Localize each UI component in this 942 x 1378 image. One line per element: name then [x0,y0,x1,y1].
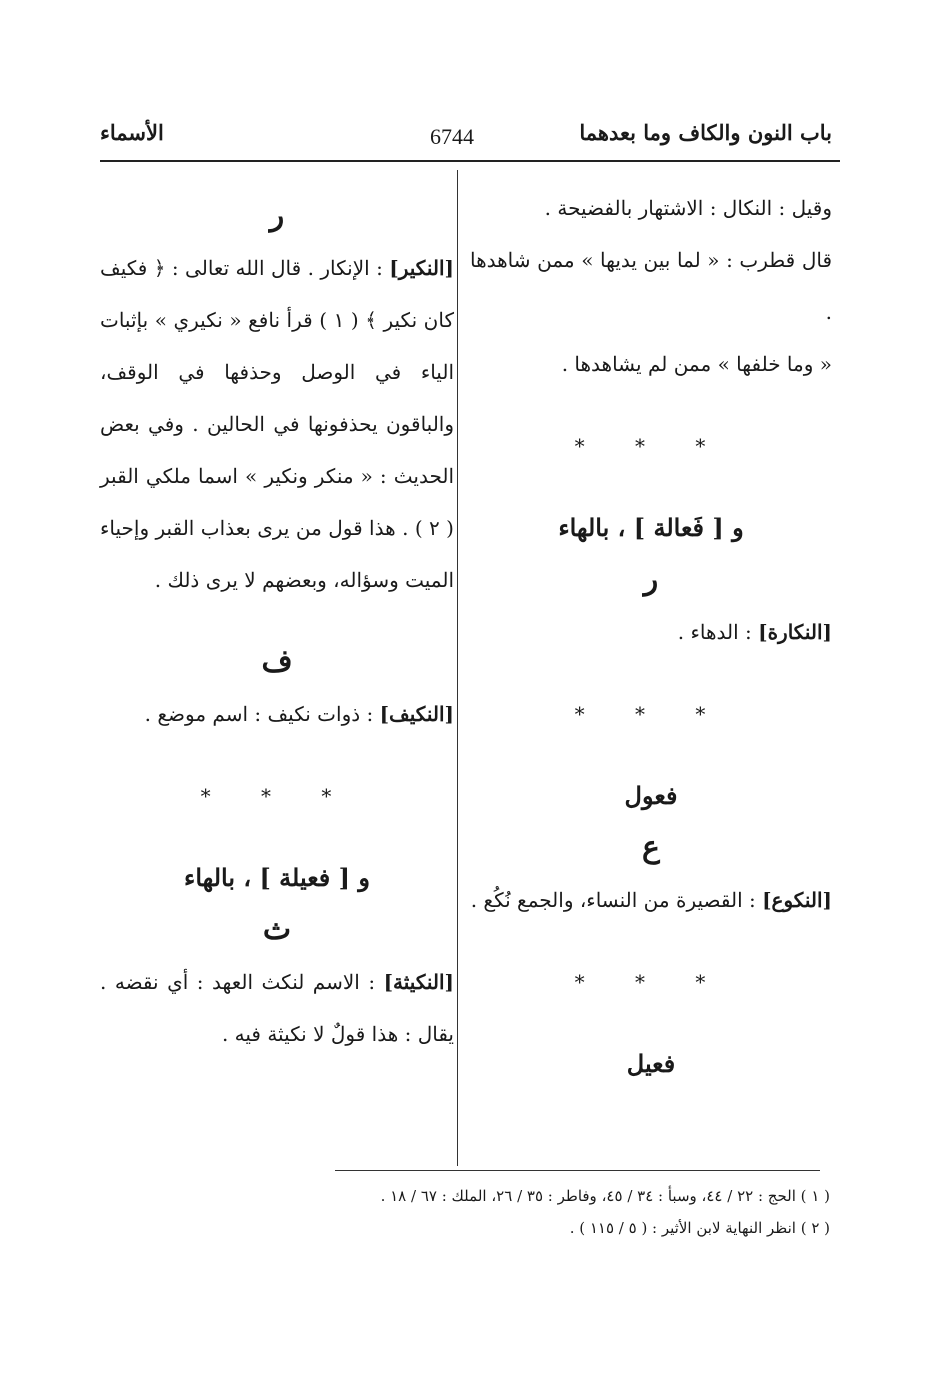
letter-heading: ث [262,912,292,947]
footnote: ( ١ ) الحج : ٢٢ / ٤٤، وسبأ : ٣٤ / ٤٥، وفاطر : ٣٥ / ٢٦، الملك : ٦٧ / ١٨ . [380,1187,830,1205]
section-heading [100,852,454,904]
letter-heading: ر [643,562,659,597]
section-heading: فعول [624,781,678,810]
footnote: ( ٢ ) انظر النهاية لابن الأثير : ( ٥ / ١١٥ ) . [569,1219,830,1237]
entry-term: [النكيثة] [383,970,455,994]
entry-definition: : الإنكار . قال الله تعالى : ﴿ فكيف كان نكير ﴾ ( ١ ) قرأ نافع « نكيري » بإثبات الياء في الوصل وحذفها في الوقف، والباقون يحذفونها في الحالين . وفي بعض الحديث : « منكر ونكير » اسما ملكي القبر ( ٢ ) . هذا قول من يرى بعذاب القبر وإحياء الميت وسؤاله، وبعضهم لا يرى ذلك . [100,256,454,592]
heading-suffix: ] ، بالهاء [558,513,646,542]
entry-definition: : القصيرة من النساء، والجمع نُكُع . [470,888,756,912]
entry-term: [النكير] [389,256,454,280]
section-separator: * * * [200,784,354,808]
header-rule [100,160,840,162]
letter-heading: ف [261,644,293,679]
heading-prefix: و [ [712,513,744,542]
heading-suffix: ] ، بالهاء [184,863,271,892]
section-separator: * * * [574,970,728,994]
section-title: الأسماء [100,120,164,145]
letter-heading: ر [269,198,285,233]
text-line: وقيل : النكال : الاشتهار بالفضيحة . [544,196,832,220]
text-line: قال قطرب : « لما بين يديها » ممن شاهدها . [470,248,832,324]
footnote-rule [335,1170,820,1171]
right-column [470,182,832,1090]
page-number: 6744 [430,124,474,149]
section-separator: * * * [574,434,728,458]
section-heading: فعيل [626,1049,676,1078]
section-separator: * * * [574,702,728,726]
heading-word: فعيلة [279,863,331,892]
entry-definition: : الدهاء . [677,620,752,644]
text-line: « وما خلفها » ممن لم يشاهدها . [561,352,832,376]
column-divider [457,170,458,1166]
heading-prefix: و [ [338,863,370,892]
dictionary-entry [100,242,454,606]
left-column [100,190,454,1060]
chapter-title: باب النون والكاف وما بعدهما [579,120,832,145]
entry-term: [النكيف] [379,702,454,726]
entry-definition: : الاسم لنكث العهد : أي نقضه . يقال : هذا قولٌ لا نكيثة فيه . [100,970,454,1046]
entry-definition: : ذوات نكيف : اسم موضع . [144,702,374,726]
dictionary-entry [100,688,454,740]
dictionary-entry [100,956,454,1060]
letter-heading: ع [642,830,660,865]
entry-term: [النكارة] [758,620,832,644]
dictionary-entry [470,606,832,658]
dictionary-entry [470,874,832,926]
footnotes [110,1180,830,1244]
entry-term: [النكوع] [762,888,832,912]
heading-word: فَعالة [653,513,704,542]
section-heading [470,502,832,554]
